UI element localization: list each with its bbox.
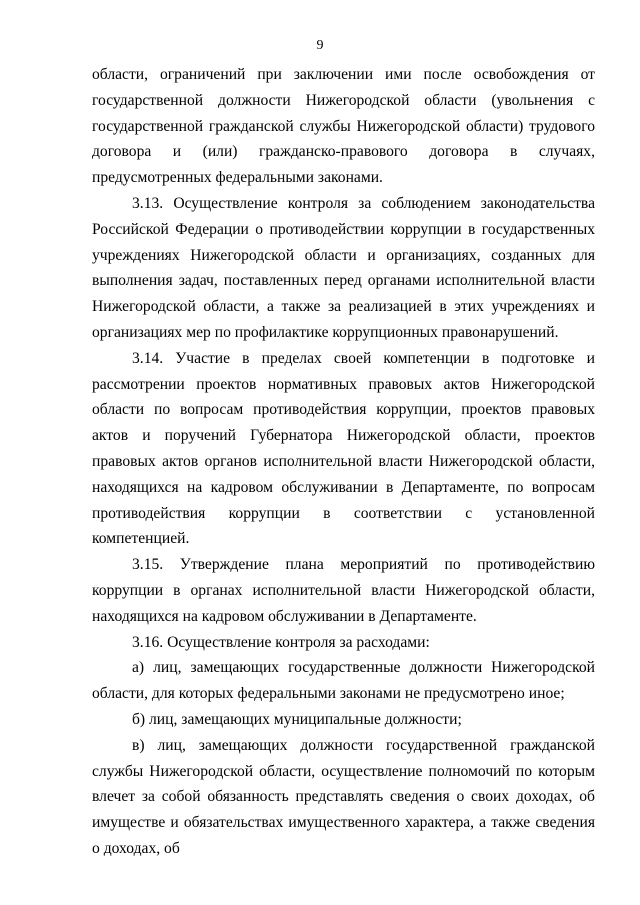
paragraph-3-16-b: б) лиц, замещающих муниципальные должности; [132,710,462,728]
page-number: 9 [316,38,324,53]
paragraph-3-16: 3.16. Осуществление контроля за расходами: [132,633,430,651]
document-body [92,62,595,862]
paragraph-3-14: 3.14. Участие в пределах своей компетенции в подготовке и рассмотрении проектов нормативных правовых актов Нижегородской области по вопросам противодействия коррупции, проектов правовых актов и поручений Губернатора Нижегородской области, проектов правовых актов органов исполнительной власти Нижегородской области, находящихся на кадровом обслуживании в Департаменте, по вопросам противодействия коррупции в соответствии с установленной компетенцией. [92,349,595,548]
paragraph-3-15: 3.15. Утверждение плана мероприятий по противодействию коррупции в органах исполнительной власти Нижегородской области, находящихся на кадровом обслуживании в Департаменте. [92,556,595,625]
paragraph-3-16-a: а) лиц, замещающих государственные должности Нижегородской области, для которых федеральными законами не предусмотрено иное; [92,659,595,703]
paragraph-continuation: области, ограничений при заключении ими после освобождения от государственной должности Нижегородской области (увольнения с государственной гражданской службы Нижегородской области) трудового договора и (или) гражданско-правового договора в случаях, предусмотренных федеральными законами. [92,66,595,187]
paragraph-3-13: 3.13. Осуществление контроля за соблюдением законодательства Российской Федерации о противодействии коррупции в государственных учреждениях Нижегородской области и организациях, созданных для выполнения задач, поставленных перед органами исполнительной власти Нижегородской области, а также за реализацией в этих учреждениях и организациях мер по профилактике коррупционных правонарушений. [92,194,595,341]
paragraph-3-16-v: в) лиц, замещающих должности государственной гражданской службы Нижегородской области, осуществление полномочий по которым влечет за собой обязанность представлять сведения о своих доходах, об имуществе и обязательствах имущественного характера, а также сведения о доходах, об [92,736,595,857]
